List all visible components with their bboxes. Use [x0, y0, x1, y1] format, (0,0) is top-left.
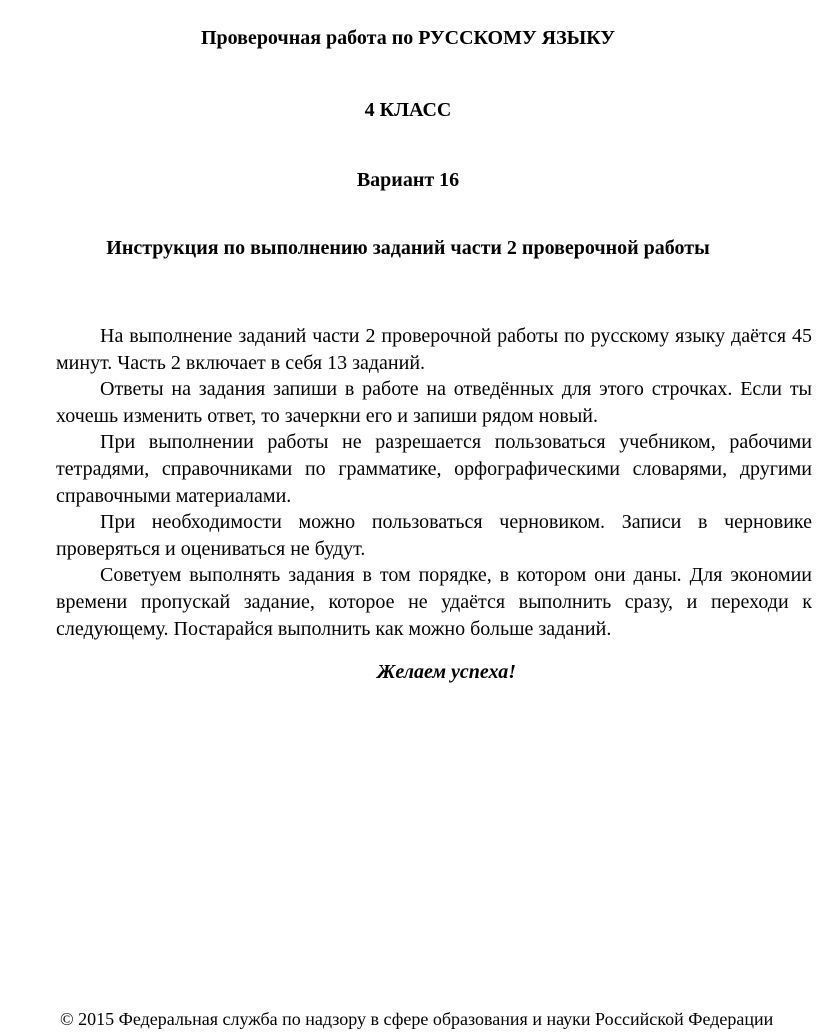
instruction-paragraph-advice: Советуем выполнять задания в том порядке, в котором они даны. Для экономии времени пропускай задание, которое не удаётся выполнить сразу, и переходи к следующему. Постарайся выполнить как можно больше заданий.: [56, 564, 812, 640]
copyright-footer: © 2015 Федеральная служба по надзору в сфере образования и науки Российской Федерации: [60, 1009, 774, 1029]
instruction-body: [56, 323, 812, 642]
good-luck-wish: Желаем успеха!: [376, 661, 517, 683]
instruction-paragraph-answers: Ответы на задания запиши в работе на отведённых для этого строчках. Если ты хочешь изменить ответ, то зачеркни его и запиши рядом новый.: [56, 378, 812, 427]
document-title: Проверочная работа по РУССКОМУ ЯЗЫКУ: [200, 27, 616, 49]
instruction-paragraph-draft: При необходимости можно пользоваться черновиком. Записи в черновике проверяться и оцениваться не будут.: [56, 511, 812, 560]
instruction-paragraph-time: На выполнение заданий части 2 проверочной работы по русскому языку даётся 45 минут. Часть 2 включает в себя 13 заданий.: [56, 325, 812, 374]
instruction-title: Инструкция по выполнению заданий части 2 проверочной работы: [106, 237, 710, 259]
variant-heading: Вариант 16: [356, 169, 460, 191]
grade-heading: 4 КЛАСС: [364, 99, 452, 121]
instruction-paragraph-materials: При выполнении работы не разрешается пользоваться учебником, рабочими тетрадями, справочниками по грамматике, орфографическими словарями, другими справочными материалами.: [56, 431, 812, 507]
